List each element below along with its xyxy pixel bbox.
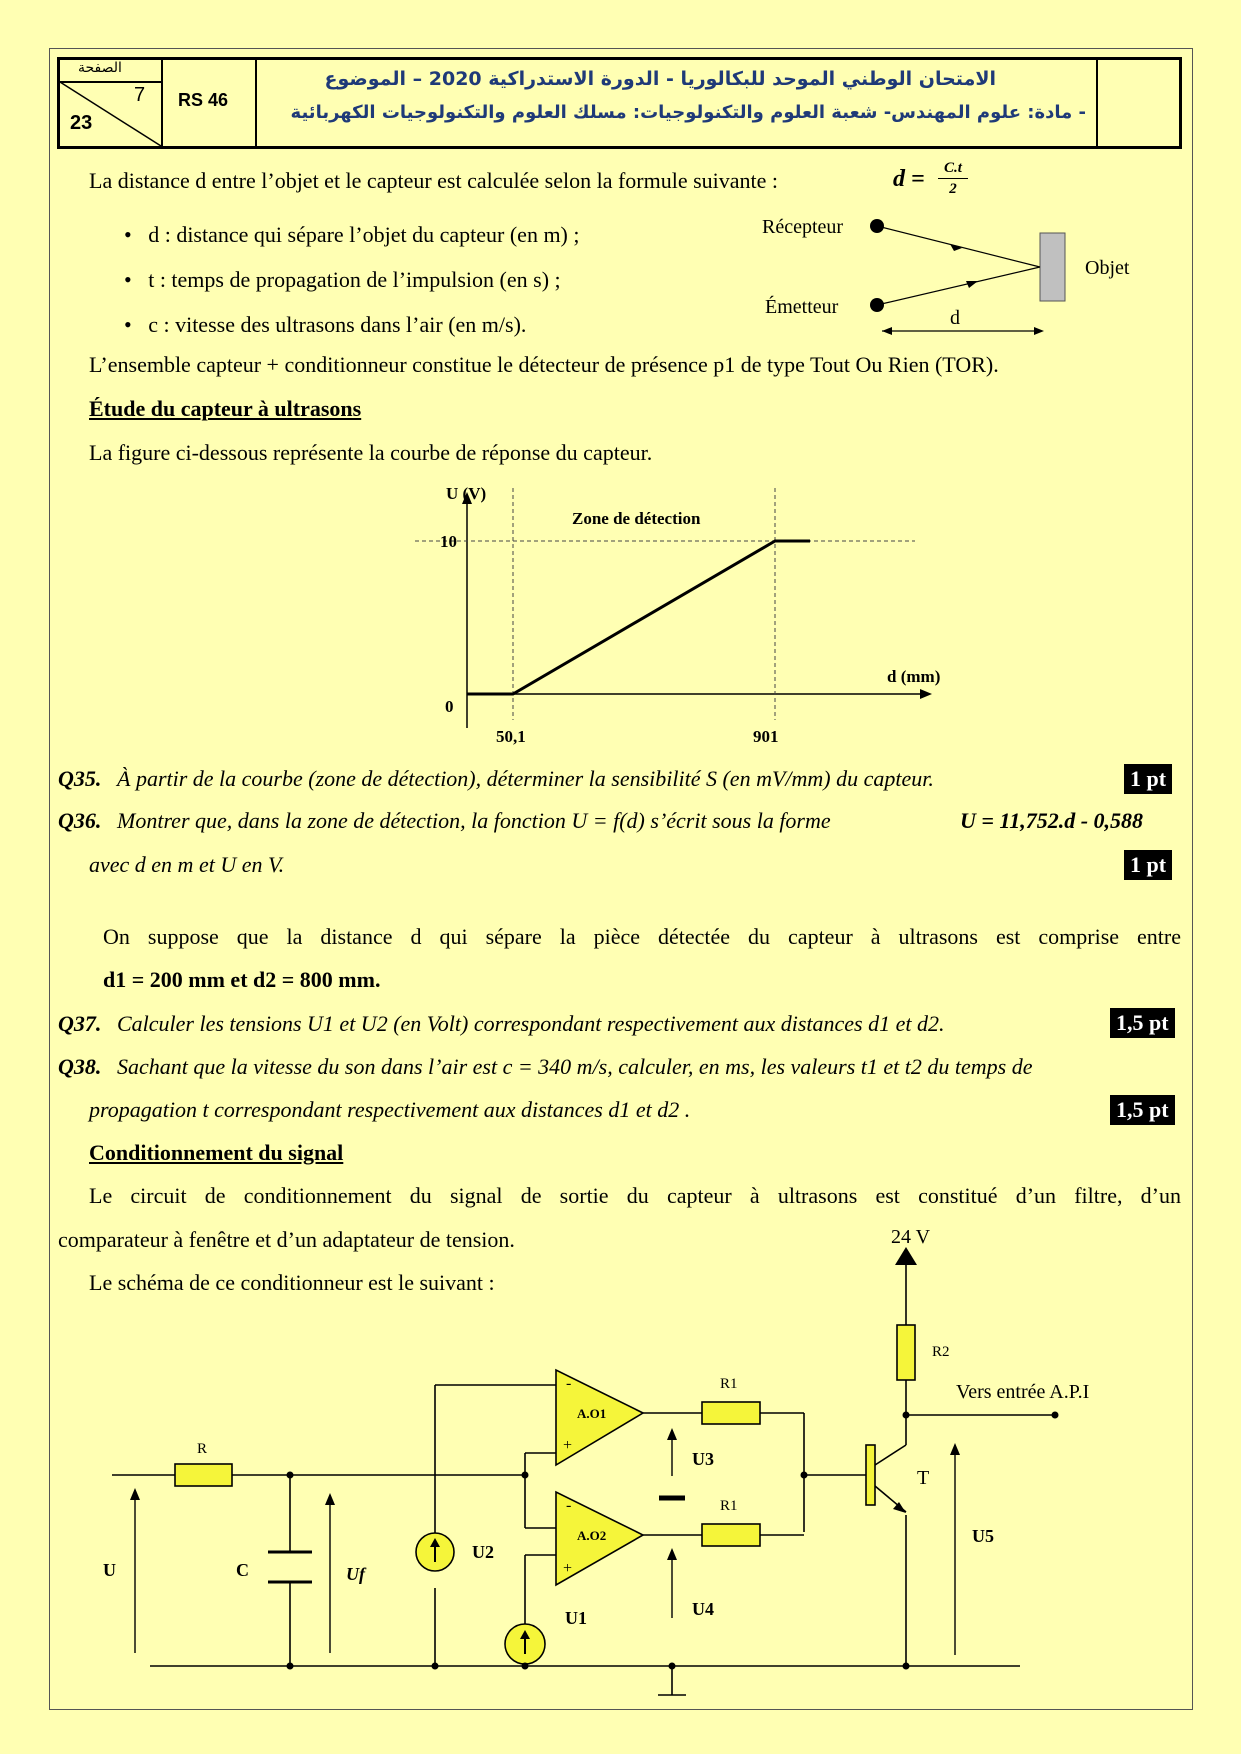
y-tick-10: 10 [440, 532, 457, 551]
response-curve [467, 541, 810, 694]
x-axis-label: d (mm) [887, 667, 941, 686]
q35-label: Q35. [58, 766, 102, 791]
q38-points: 1,5 pt [1110, 1095, 1175, 1125]
q38-text-continued: propagation t correspondant respectivement aux distances d1 et d2 . [89, 1097, 691, 1122]
object-block [1040, 233, 1065, 301]
page-number: 7 [134, 84, 146, 106]
q36-points: 1 pt [1124, 850, 1172, 880]
q36-label: Q36. [58, 808, 102, 833]
bullet-t-text: t : temps de propagation de l’impulsion (en s) ; [148, 267, 561, 292]
conditioning-text-2: comparateur à fenêtre et d’un adaptateur de tension. [58, 1227, 515, 1252]
section-title-conditioning: Conditionnement du signal [89, 1140, 344, 1165]
q38-label: Q38. [58, 1054, 102, 1079]
bullet-d: • d : distance qui sépare l’objet du capteur (en m) ; [124, 222, 580, 247]
transistor-t [866, 1445, 875, 1505]
c-label: C [236, 1560, 249, 1580]
bullet-c: • c : vitesse des ultrasons dans l’air (en m/s). [124, 312, 527, 337]
q37-text: Calculer les tensions U1 et U2 (en Volt) correspondant respectivement aux distances d1 et d2. [117, 1011, 945, 1036]
resistor-r1-top [702, 1402, 760, 1424]
zone-annotation: Zone de détection [572, 509, 701, 528]
x-tick-start: 50,1 [496, 727, 526, 746]
page-label: الصفحة [78, 60, 122, 76]
formula-intro: La distance d entre l’objet et le capteur est calculée selon la formule suivante : [89, 168, 779, 193]
emitter-label: Émetteur [765, 296, 839, 318]
resistor-r2 [897, 1325, 915, 1380]
response-chart [400, 480, 960, 750]
supply-arrow [895, 1247, 917, 1265]
resistor-r1-bottom [702, 1524, 760, 1546]
ao1-label: A.O1 [577, 1406, 607, 1421]
y-axis-label: U (V) [446, 484, 487, 503]
u3-label: U3 [692, 1449, 714, 1469]
reflected-wave [877, 226, 1040, 267]
emitted-wave [877, 267, 1040, 305]
r1a-label: R1 [720, 1376, 738, 1392]
resistor-r [175, 1464, 232, 1486]
exam-title: الامتحان الوطني الموحد للبكالوريا - الدورة الاستدراكية 2020 – الموضوع [324, 68, 996, 90]
section-title-sensor: Étude du capteur à ultrasons [89, 396, 362, 421]
exam-subject: - مادة: علوم المهندس- شعبة العلوم والتكنولوجيات: مسلك العلوم والتكنولوجيات الكهربائية [290, 102, 1086, 123]
y-tick-0: 0 [445, 697, 454, 716]
r1b-label: R1 [720, 1498, 738, 1514]
ao2-plus: + [563, 1560, 573, 1577]
t-label: T [917, 1467, 930, 1489]
suppose-text: On suppose que la distance d qui sépare la pièce détectée du capteur à ultrasons est comprise entre [103, 924, 1181, 949]
ao2-minus: - [566, 1497, 572, 1514]
exam-header [57, 57, 1182, 149]
exam-code: RS 46 [178, 90, 229, 110]
formula-numerator: C.t [938, 158, 968, 179]
page-number-cell [60, 60, 163, 146]
r-label: R [197, 1441, 208, 1457]
u4-label: U4 [692, 1599, 714, 1619]
x-tick-end: 901 [753, 727, 779, 746]
object-label: Objet [1085, 257, 1130, 279]
title-cell [257, 60, 1098, 146]
u5-label: U5 [972, 1526, 994, 1546]
u1-label: U1 [565, 1608, 587, 1628]
ao1-plus: + [563, 1437, 573, 1454]
formula-denominator: 2 [949, 181, 957, 197]
formula-lhs: d = [893, 166, 925, 192]
uf-label: Uf [346, 1564, 365, 1584]
conditioning-text-1: Le circuit de conditionnement du signal de sortie du capteur à ultrasons est constitué d’un filtre, d’un [89, 1183, 1181, 1208]
receiver-label: Récepteur [762, 216, 844, 238]
code-cell [163, 60, 257, 146]
page-total: 23 [70, 112, 93, 134]
q36-text-continued: avec d en m et U en V. [89, 852, 285, 877]
bullet-c-text: c : vitesse des ultrasons dans l’air (en m/s). [148, 312, 527, 337]
x-axis-arrow [920, 689, 932, 699]
q35-text: À partir de la courbe (zone de détection), déterminer la sensibilité S (en mV/mm) du capteur. [117, 766, 934, 791]
u-label: U [103, 1560, 116, 1580]
u2-label: U2 [472, 1542, 494, 1562]
q38-text: Sachant que la vitesse du son dans l’air est c = 340 m/s, calculer, en ms, les valeurs t1 et t2 du temps de [117, 1054, 1033, 1079]
ensemble-text: L’ensemble capteur + conditionneur constitue le détecteur de présence p1 de type Tout Ou Rien (TOR). [89, 352, 999, 377]
section-text-sensor: La figure ci-dessous représente la courbe de réponse du capteur. [89, 440, 653, 465]
conditioning-text-3: Le schéma de ce conditionneur est le suivant : [89, 1270, 495, 1295]
bullet-d-text: d : distance qui sépare l’objet du capteur (en m) ; [148, 222, 580, 247]
suppose-range: d1 = 200 mm et d2 = 800 mm. [103, 967, 381, 992]
empty-cell [1098, 60, 1179, 146]
q36-text: Montrer que, dans la zone de détection, la fonction U = f(d) s’écrit sous la forme [117, 808, 831, 833]
ao1-minus: - [566, 1375, 572, 1392]
formula-fraction [938, 158, 968, 199]
distance-label: d [950, 307, 960, 329]
q36-formula: U = 11,752.d - 0,588 [960, 808, 1144, 833]
junction-dots [287, 1472, 910, 1670]
q35-points: 1 pt [1124, 764, 1172, 794]
supply-label: 24 V [891, 1226, 931, 1248]
q37-label: Q37. [58, 1011, 102, 1036]
api-label: Vers entrée A.P.I [956, 1381, 1090, 1403]
sensor-diagram [740, 200, 1160, 350]
bullet-t: • t : temps de propagation de l’impulsion (en s) ; [124, 267, 561, 292]
ao2-label: A.O2 [577, 1528, 607, 1543]
q37-points: 1,5 pt [1110, 1008, 1175, 1038]
r2-label: R2 [932, 1344, 950, 1360]
